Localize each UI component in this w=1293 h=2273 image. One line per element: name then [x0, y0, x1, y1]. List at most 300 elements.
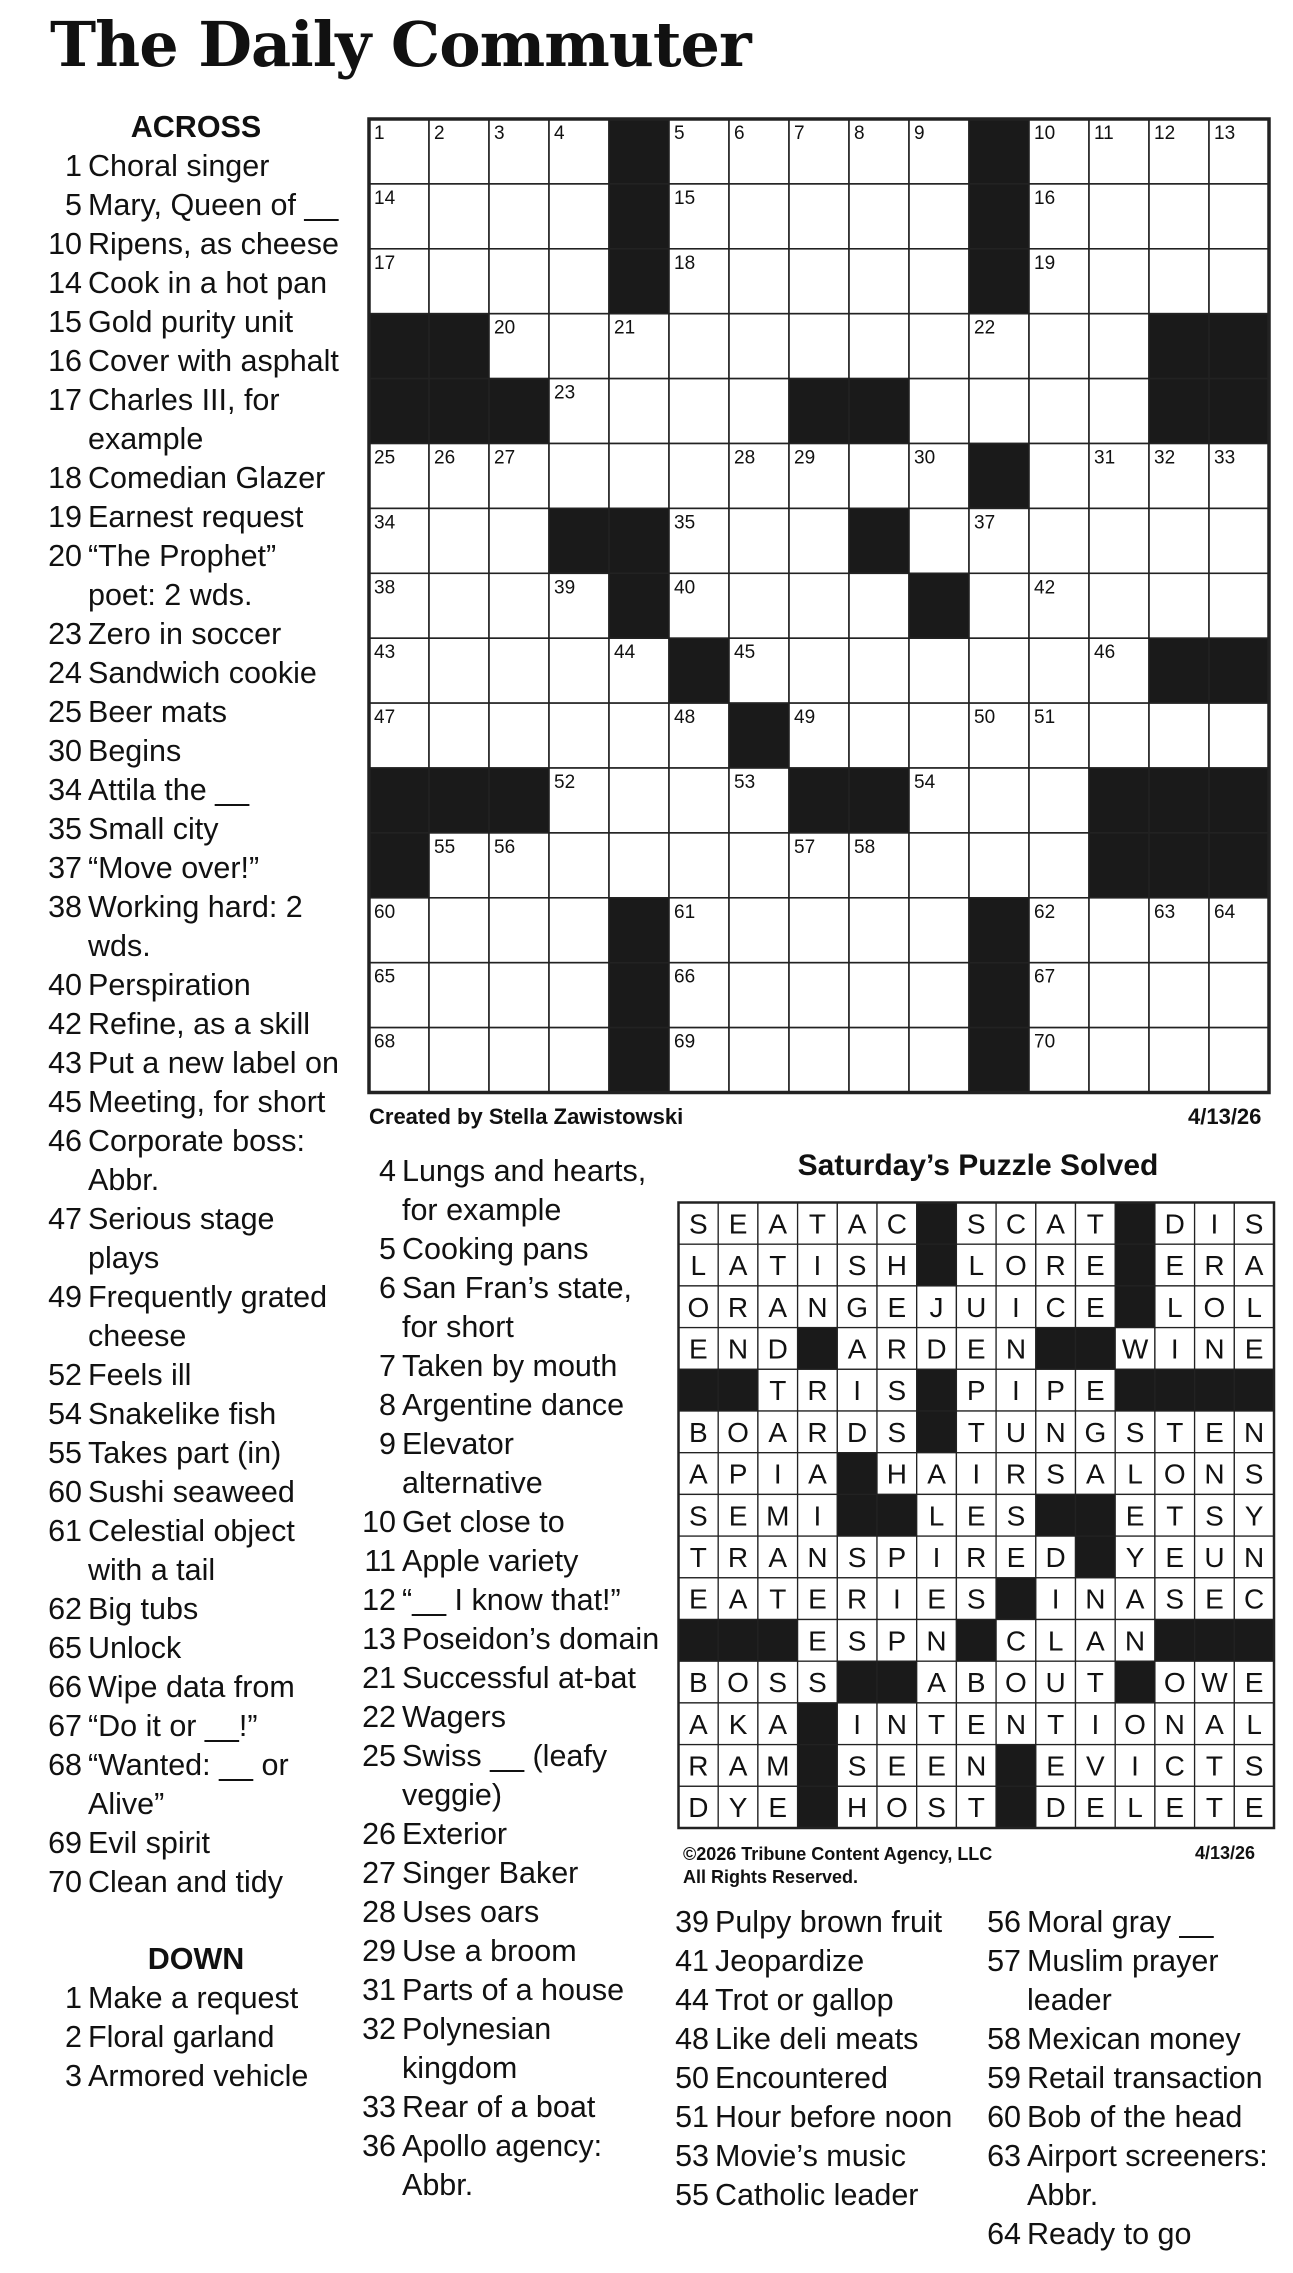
- solution-black-square: [1036, 1494, 1076, 1536]
- grid-cell[interactable]: [1089, 249, 1149, 314]
- grid-cell[interactable]: [669, 379, 729, 444]
- grid-cell[interactable]: [729, 379, 789, 444]
- grid-cell[interactable]: [849, 249, 909, 314]
- grid-cell[interactable]: [1089, 573, 1149, 638]
- clue-text: Mary, Queen of __: [88, 188, 339, 222]
- solution-black-square: [996, 1745, 1036, 1787]
- grid-cell[interactable]: [1209, 184, 1269, 249]
- solution-black-square: [996, 1578, 1036, 1620]
- down-clue-6[interactable]: [360, 1269, 660, 1347]
- clue-number: 67: [48, 1709, 82, 1743]
- solution-letter: S: [1125, 1416, 1145, 1448]
- clue-text: Trot or gallop: [715, 1983, 894, 2017]
- clue-text: Muslim prayer leader: [1027, 1944, 1219, 2017]
- solution-black-square: [1234, 1620, 1274, 1662]
- grid-cell[interactable]: [609, 768, 669, 833]
- clue-number: 60: [987, 2100, 1021, 2134]
- black-square: [1149, 314, 1209, 379]
- down-clue-22[interactable]: [360, 1698, 660, 1737]
- grid-cell[interactable]: [909, 508, 969, 573]
- grid-cell[interactable]: [789, 1028, 849, 1093]
- solution-letter: E: [808, 1625, 827, 1657]
- grid-cell[interactable]: [729, 249, 789, 314]
- clue-number: 1: [65, 149, 82, 183]
- solution-letter: I: [813, 1500, 822, 1532]
- cell-number: 11: [1094, 123, 1114, 144]
- solution-letter: A: [1086, 1458, 1105, 1490]
- grid-cell[interactable]: [909, 963, 969, 1028]
- grid-cell[interactable]: [489, 638, 549, 703]
- grid-cell[interactable]: [969, 768, 1029, 833]
- across-clue-19[interactable]: [46, 498, 346, 537]
- clue-number: 10: [362, 1505, 396, 1539]
- solution-letter: T: [1047, 1708, 1065, 1740]
- solution-letter: E: [1006, 1541, 1026, 1573]
- grid-cell[interactable]: [609, 379, 669, 444]
- cell-number: 9: [914, 123, 925, 144]
- down-clue-56[interactable]: [985, 1903, 1285, 1942]
- across-clue-49[interactable]: [46, 1278, 346, 1356]
- grid-cell[interactable]: [1029, 638, 1089, 703]
- grid-cell[interactable]: [549, 963, 609, 1028]
- solution-letter: S: [847, 1250, 867, 1282]
- across-clue-61[interactable]: [46, 1512, 346, 1590]
- across-clue-20[interactable]: [46, 537, 346, 615]
- down-clue-8[interactable]: [360, 1386, 660, 1425]
- grid-cell[interactable]: [1209, 573, 1269, 638]
- down-clue-44[interactable]: [673, 1981, 973, 2020]
- solution-letter: R: [847, 1583, 868, 1615]
- down-clue-59[interactable]: [985, 2059, 1285, 2098]
- across-clue-1[interactable]: [46, 147, 346, 186]
- across-clue-30[interactable]: [46, 732, 346, 771]
- grid-cell[interactable]: [1089, 1028, 1149, 1093]
- grid-cell[interactable]: [669, 314, 729, 379]
- across-clue-25[interactable]: [46, 693, 346, 732]
- solution-letter: T: [689, 1541, 707, 1573]
- grid-cell[interactable]: [1209, 249, 1269, 314]
- clue-text: Cooking pans: [402, 1232, 589, 1266]
- clue-text: Bob of the head: [1027, 2100, 1243, 2134]
- down-clue-51[interactable]: [673, 2098, 973, 2137]
- solution-letter: E: [728, 1500, 748, 1532]
- solution-black-square: [837, 1453, 877, 1495]
- grid-cell[interactable]: [849, 573, 909, 638]
- grid-cell[interactable]: [1029, 508, 1089, 573]
- across-clue-38[interactable]: [46, 888, 346, 966]
- grid-cell[interactable]: [1149, 573, 1209, 638]
- grid-cell[interactable]: [1089, 184, 1149, 249]
- across-clue-10[interactable]: [46, 225, 346, 264]
- across-clue-54[interactable]: [46, 1395, 346, 1434]
- cell-number: 69: [674, 1031, 696, 1053]
- black-square: [1149, 833, 1209, 898]
- across-clue-68[interactable]: [46, 1746, 346, 1824]
- black-square: [609, 898, 669, 963]
- grid-cell[interactable]: [489, 963, 549, 1028]
- solution-letter: R: [807, 1375, 828, 1407]
- down-clue-39[interactable]: [673, 1903, 973, 1942]
- down-clue-9[interactable]: [360, 1425, 660, 1503]
- across-clue-35[interactable]: [46, 810, 346, 849]
- across-clue-17[interactable]: [46, 381, 346, 459]
- grid-cell[interactable]: [1089, 898, 1149, 963]
- across-clue-37[interactable]: [46, 849, 346, 888]
- clue-number: 21: [362, 1661, 396, 1695]
- grid-cell[interactable]: [729, 508, 789, 573]
- solution-letter: E: [966, 1500, 986, 1532]
- grid-cell[interactable]: [489, 1028, 549, 1093]
- down-clue-2[interactable]: [46, 2018, 346, 2057]
- solution-letter: R: [966, 1541, 987, 1573]
- grid-cell[interactable]: [429, 703, 489, 768]
- across-clue-23[interactable]: [46, 615, 346, 654]
- black-square: [489, 379, 549, 444]
- cell-number: 20: [494, 317, 516, 339]
- solution-black-square: [1115, 1203, 1155, 1245]
- across-clue-5[interactable]: [46, 186, 346, 225]
- clue-number: 54: [48, 1397, 82, 1431]
- crossword-grid[interactable]: [367, 117, 1272, 1097]
- grid-cell[interactable]: [609, 703, 669, 768]
- grid-cell[interactable]: [849, 638, 909, 703]
- clue-text: Earnest request: [88, 500, 304, 534]
- grid-cell[interactable]: [1089, 379, 1149, 444]
- grid-cell[interactable]: [489, 573, 549, 638]
- down-clue-5[interactable]: [360, 1230, 660, 1269]
- clue-number: 64: [987, 2217, 1021, 2251]
- down-clue-28[interactable]: [360, 1893, 660, 1932]
- solution-black-square: [1115, 1286, 1155, 1328]
- solution-letter: R: [727, 1291, 749, 1323]
- grid-cell[interactable]: [969, 573, 1029, 638]
- grid-cell[interactable]: [489, 184, 549, 249]
- solution-letter: L: [1246, 1708, 1262, 1740]
- grid-cell[interactable]: [789, 638, 849, 703]
- grid-cell[interactable]: [429, 1028, 489, 1093]
- grid-cell[interactable]: [1089, 314, 1149, 379]
- solution-letter: A: [927, 1458, 946, 1490]
- solution-black-square: [798, 1703, 838, 1745]
- grid-cell[interactable]: [849, 184, 909, 249]
- down-clue-21[interactable]: [360, 1659, 660, 1698]
- grid-cell[interactable]: [1029, 314, 1089, 379]
- clue-text: Lungs and hearts, for example: [402, 1154, 647, 1227]
- cell-number: 54: [914, 772, 936, 793]
- down-clue-32[interactable]: [360, 2010, 660, 2088]
- grid-cell[interactable]: [429, 963, 489, 1028]
- down-clue-4[interactable]: [360, 1152, 660, 1230]
- solution-letter: P: [887, 1625, 907, 1657]
- grid-cell[interactable]: [669, 833, 729, 898]
- cell-number: 18: [674, 252, 696, 274]
- grid-cell[interactable]: [729, 1028, 789, 1093]
- down-clue-53[interactable]: [673, 2137, 973, 2176]
- grid-cell[interactable]: [789, 314, 849, 379]
- grid-cell[interactable]: [1209, 1028, 1269, 1093]
- solution-letter: P: [728, 1458, 748, 1490]
- grid-cell[interactable]: [429, 573, 489, 638]
- grid-cell[interactable]: [1209, 508, 1269, 573]
- solution-letter: O: [687, 1291, 710, 1323]
- down-clue-57[interactable]: [985, 1942, 1285, 2020]
- down-clue-10[interactable]: [360, 1503, 660, 1542]
- across-clue-43[interactable]: [46, 1044, 346, 1083]
- black-square: [549, 508, 609, 573]
- clue-number: 36: [362, 2129, 396, 2163]
- grid-cell[interactable]: [729, 573, 789, 638]
- grid-cell[interactable]: [849, 444, 909, 509]
- grid-cell[interactable]: [549, 249, 609, 314]
- across-clue-70[interactable]: [46, 1863, 346, 1902]
- across-clue-24[interactable]: [46, 654, 346, 693]
- solution-letter: T: [1205, 1792, 1224, 1824]
- black-square: [849, 768, 909, 833]
- grid-cell[interactable]: [909, 249, 969, 314]
- solution-letter: E: [927, 1583, 946, 1615]
- clue-number: 25: [48, 695, 82, 729]
- copyright-line-2: All Rights Reserved.: [683, 1867, 859, 1887]
- clue-text: Parts of a house: [402, 1973, 625, 2007]
- grid-cell[interactable]: [1029, 379, 1089, 444]
- cell-number: 56: [494, 836, 516, 858]
- grid-cell[interactable]: [849, 898, 909, 963]
- grid-cell[interactable]: [1149, 249, 1209, 314]
- grid-cell[interactable]: [789, 508, 849, 573]
- clue-text: Working hard: 2 wds.: [88, 890, 303, 963]
- grid-cell[interactable]: [489, 508, 549, 573]
- grid-cell[interactable]: [909, 898, 969, 963]
- clue-number: 12: [362, 1583, 396, 1617]
- across-clue-62[interactable]: [46, 1590, 346, 1629]
- down-clue-12[interactable]: [360, 1581, 660, 1620]
- across-clue-46[interactable]: [46, 1122, 346, 1200]
- solution-letter: R: [886, 1333, 907, 1365]
- down-clue-31[interactable]: [360, 1971, 660, 2010]
- solution-letter: N: [1045, 1416, 1066, 1448]
- cell-number: 48: [674, 707, 696, 729]
- grid-cell[interactable]: [549, 184, 609, 249]
- across-clue-15[interactable]: [46, 303, 346, 342]
- solution-letter: T: [769, 1375, 787, 1407]
- grid-cell[interactable]: [1029, 833, 1089, 898]
- across-clue-55[interactable]: [46, 1434, 346, 1473]
- solution-letter: P: [966, 1375, 986, 1407]
- grid-cell[interactable]: [489, 703, 549, 768]
- solution-letter: A: [728, 1583, 748, 1615]
- solution-letter: S: [1006, 1500, 1026, 1532]
- down-clue-13[interactable]: [360, 1620, 660, 1659]
- grid-cell[interactable]: [789, 249, 849, 314]
- black-square: [789, 379, 849, 444]
- grid-cell[interactable]: [429, 184, 489, 249]
- grid-cell[interactable]: [549, 444, 609, 509]
- across-clue-65[interactable]: [46, 1629, 346, 1668]
- grid-cell[interactable]: [669, 444, 729, 509]
- clue-number: 29: [362, 1934, 396, 1968]
- across-clue-34[interactable]: [46, 771, 346, 810]
- grid-cell[interactable]: [789, 573, 849, 638]
- solution-letter: S: [847, 1750, 867, 1782]
- down-clue-41[interactable]: [673, 1942, 973, 1981]
- down-clue-7[interactable]: [360, 1347, 660, 1386]
- clue-number: 57: [987, 1944, 1021, 1978]
- grid-cell[interactable]: [609, 444, 669, 509]
- down-clue-27[interactable]: [360, 1854, 660, 1893]
- clue-text: Poseidon’s domain: [402, 1622, 660, 1656]
- solution-letter: C: [1005, 1208, 1027, 1240]
- grid-cell[interactable]: [849, 703, 909, 768]
- down-clue-3[interactable]: [46, 2057, 346, 2096]
- solution-letter: T: [1086, 1208, 1104, 1240]
- down-clue-29[interactable]: [360, 1932, 660, 1971]
- grid-cell[interactable]: [729, 898, 789, 963]
- grid-cell[interactable]: [789, 184, 849, 249]
- solution-black-square: [1234, 1369, 1274, 1411]
- solution-letter: N: [966, 1750, 987, 1782]
- grid-cell[interactable]: [489, 898, 549, 963]
- clue-text: Charles III, for example: [88, 383, 280, 456]
- across-clue-40[interactable]: [46, 966, 346, 1005]
- grid-cell[interactable]: [969, 638, 1029, 703]
- grid-cell[interactable]: [429, 638, 489, 703]
- grid-cell[interactable]: [1029, 768, 1089, 833]
- across-clue-16[interactable]: [46, 342, 346, 381]
- grid-cell[interactable]: [789, 963, 849, 1028]
- grid-cell[interactable]: [1029, 444, 1089, 509]
- clue-text: Get close to: [402, 1505, 565, 1539]
- grid-cell[interactable]: [489, 249, 549, 314]
- black-square: [969, 963, 1029, 1028]
- down-clue-11[interactable]: [360, 1542, 660, 1581]
- solution-letter: E: [1086, 1291, 1105, 1323]
- grid-cell[interactable]: [549, 1028, 609, 1093]
- grid-cell[interactable]: [1149, 703, 1209, 768]
- grid-cell[interactable]: [669, 768, 729, 833]
- solution-letter: G: [846, 1291, 869, 1323]
- grid-cell[interactable]: [909, 379, 969, 444]
- grid-cell[interactable]: [429, 249, 489, 314]
- grid-cell[interactable]: [429, 508, 489, 573]
- grid-cell[interactable]: [969, 379, 1029, 444]
- across-clue-45[interactable]: [46, 1083, 346, 1122]
- solution-letter: E: [887, 1291, 907, 1323]
- across-clue-14[interactable]: [46, 264, 346, 303]
- grid-cell[interactable]: [969, 833, 1029, 898]
- grid-cell[interactable]: [909, 314, 969, 379]
- down-clue-64[interactable]: [985, 2215, 1285, 2254]
- grid-cell[interactable]: [1149, 1028, 1209, 1093]
- black-square: [609, 1028, 669, 1093]
- grid-cell[interactable]: [909, 833, 969, 898]
- grid-cell[interactable]: [1149, 184, 1209, 249]
- across-clue-67[interactable]: [46, 1707, 346, 1746]
- down-clue-55[interactable]: [673, 2176, 973, 2215]
- grid-cell[interactable]: [729, 184, 789, 249]
- clue-number: 27: [362, 1856, 396, 1890]
- cell-number: 29: [794, 447, 816, 469]
- grid-cell[interactable]: [909, 638, 969, 703]
- solution-letter: A: [768, 1708, 788, 1740]
- grid-cell[interactable]: [909, 1028, 969, 1093]
- clue-text: Beer mats: [88, 695, 227, 729]
- grid-cell[interactable]: [1209, 703, 1269, 768]
- black-square: [1149, 638, 1209, 703]
- solution-letter: R: [1045, 1250, 1066, 1282]
- grid-cell[interactable]: [729, 314, 789, 379]
- puzzle-date: 4/13/26: [1188, 1104, 1262, 1129]
- cell-number: 32: [1154, 447, 1176, 469]
- down-clue-50[interactable]: [673, 2059, 973, 2098]
- clue-text: Gold purity unit: [88, 305, 294, 339]
- across-clue-47[interactable]: [46, 1200, 346, 1278]
- grid-cell[interactable]: [549, 703, 609, 768]
- down-clue-36[interactable]: [360, 2127, 660, 2205]
- clue-number: 33: [362, 2090, 396, 2124]
- grid-cell[interactable]: [549, 638, 609, 703]
- grid-cell[interactable]: [549, 898, 609, 963]
- grid-cell[interactable]: [729, 963, 789, 1028]
- grid-cell[interactable]: [849, 1028, 909, 1093]
- across-clue-18[interactable]: [46, 459, 346, 498]
- solution-letter: E: [1165, 1250, 1185, 1282]
- grid-cell[interactable]: [549, 833, 609, 898]
- clue-text: San Fran’s state, for short: [402, 1271, 633, 1344]
- across-clue-60[interactable]: [46, 1473, 346, 1512]
- grid-cell[interactable]: [1149, 963, 1209, 1028]
- grid-cell[interactable]: [849, 963, 909, 1028]
- down-clue-63[interactable]: [985, 2137, 1285, 2215]
- grid-cell[interactable]: [1089, 963, 1149, 1028]
- solution-letter: A: [1046, 1208, 1065, 1240]
- across-clue-66[interactable]: [46, 1668, 346, 1707]
- down-clue-25[interactable]: [360, 1737, 660, 1815]
- grid-cell[interactable]: [789, 898, 849, 963]
- across-clue-69[interactable]: [46, 1824, 346, 1863]
- grid-cell[interactable]: [909, 703, 969, 768]
- down-clue-60[interactable]: [985, 2098, 1285, 2137]
- grid-cell[interactable]: [1209, 963, 1269, 1028]
- clue-number: 49: [48, 1280, 82, 1314]
- grid-cell[interactable]: [1089, 703, 1149, 768]
- clue-text: Exterior: [402, 1817, 508, 1851]
- black-square: [1149, 379, 1209, 444]
- clue-text: Uses oars: [402, 1895, 540, 1929]
- grid-cell[interactable]: [609, 833, 669, 898]
- down-clue-26[interactable]: [360, 1815, 660, 1854]
- solution-letter: D: [926, 1333, 947, 1365]
- grid-cell[interactable]: [549, 314, 609, 379]
- solution-letter: O: [885, 1792, 908, 1824]
- solution-letter: D: [688, 1792, 709, 1824]
- grid-cell[interactable]: [1149, 508, 1209, 573]
- down-clue-1[interactable]: [46, 1979, 346, 2018]
- grid-cell[interactable]: [849, 314, 909, 379]
- solution-letter: S: [847, 1625, 867, 1657]
- cell-number: 35: [674, 512, 696, 534]
- down-clue-58[interactable]: [985, 2020, 1285, 2059]
- grid-cell[interactable]: [909, 184, 969, 249]
- across-clue-52[interactable]: [46, 1356, 346, 1395]
- cell-number: 65: [374, 966, 396, 988]
- down-clue-33[interactable]: [360, 2088, 660, 2127]
- grid-cell[interactable]: [729, 833, 789, 898]
- down-clue-48[interactable]: [673, 2020, 973, 2059]
- across-clue-42[interactable]: [46, 1005, 346, 1044]
- clue-text: Retail transaction: [1027, 2061, 1263, 2095]
- grid-cell[interactable]: [429, 898, 489, 963]
- grid-cell[interactable]: [1089, 508, 1149, 573]
